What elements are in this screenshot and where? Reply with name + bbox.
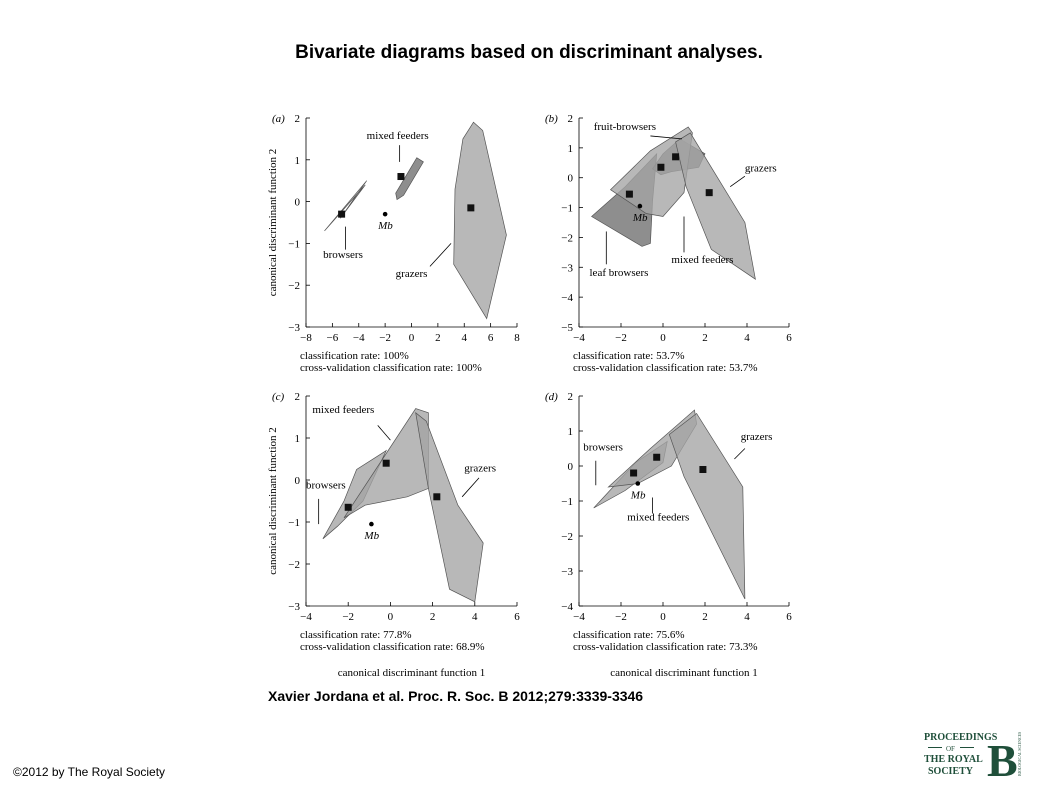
panel-a-x-tick-label: −4: [352, 332, 365, 344]
panel-b-x-tick-label: −4: [573, 332, 585, 344]
logo-line-2: OF: [946, 745, 955, 753]
panel-b-y-tick-label: −1: [561, 202, 573, 215]
panel-d-rate-1: classification rate: 75.6%: [573, 629, 685, 641]
panel-d-x-tick-label: 6: [786, 611, 792, 623]
panel-c-y-label: canonical discriminant function 2: [267, 427, 279, 575]
panel-d-x-tick-label: −4: [573, 611, 585, 623]
panel-a-letter: (a): [272, 113, 285, 125]
panel-a-y-tick-label: −1: [288, 238, 300, 251]
panel-c-y-tick-label: −2: [288, 559, 300, 571]
panel-a-y-tick-label: −3: [288, 322, 300, 334]
panel-d-rate-2: cross-validation classification rate: 73.3%: [573, 641, 758, 653]
panel-b-label-leaf-browsers: leaf browsers: [589, 267, 649, 280]
panel-c-rate-1: classification rate: 77.8%: [300, 629, 412, 641]
panel-c-y-tick-label: 2: [294, 391, 300, 403]
panel-c-mb-point: [369, 522, 374, 527]
panel-d: [545, 391, 792, 679]
panel-a-centroid-mixed-feeders: [397, 173, 404, 180]
panel-d-y-tick-label: −1: [561, 496, 573, 508]
panel-a-x-tick-label: −6: [326, 332, 339, 344]
panel-a-mb-label: Mb: [378, 220, 393, 233]
panel-c-x-tick-label: 6: [514, 611, 520, 623]
panel-a-centroid-grazers: [467, 204, 474, 211]
panel-b-centroid-leaf-browsers: [626, 191, 633, 198]
panel-a-hull-browsers: [325, 181, 367, 231]
panel-d-x-tick-label: 4: [744, 611, 750, 623]
panel-d-label-browsers: browsers: [583, 441, 623, 454]
panel-d-mb-label: Mb: [630, 489, 646, 502]
panel-c-x-tick-label: −2: [342, 611, 355, 623]
panel-d-x-tick-label: −2: [615, 611, 627, 623]
panel-c-centroid-browsers: [345, 504, 352, 511]
panel-a-mb-point: [383, 212, 388, 217]
panel-d-centroid-browsers: [630, 470, 637, 477]
panel-c-y-tick-label: −1: [288, 517, 300, 529]
panel-b-y-tick-label: −5: [561, 322, 573, 334]
panel-b-centroid-fruit-browsers: [672, 153, 679, 160]
panel-c-letter: (c): [272, 391, 285, 403]
logo-line-1: PROCEEDINGS: [924, 732, 998, 743]
panel-d-label-grazers: grazers: [740, 430, 773, 443]
panel-a-x-tick-label: 0: [408, 332, 415, 344]
panel-a-rate-2: cross-validation classification rate: 100%: [300, 362, 482, 374]
panel-b-rate-2: cross-validation classification rate: 53.7%: [573, 362, 758, 374]
panel-b: [545, 113, 792, 374]
copyright: ©2012 by The Royal Society: [13, 765, 166, 779]
panel-b-centroid-grazers: [706, 189, 713, 196]
panel-a-y-tick-label: 0: [294, 196, 300, 209]
panel-a-x-tick-label: 4: [461, 332, 467, 344]
logo-line-4: SOCIETY: [928, 766, 974, 777]
panel-a-label-grazers: grazers: [395, 267, 428, 280]
figure-title: Bivariate diagrams based on discriminant analyses.: [295, 42, 763, 63]
panel-a-leader-grazers: [430, 243, 451, 266]
panel-d-y-tick-label: 2: [567, 391, 573, 403]
panel-b-letter: (b): [545, 113, 558, 125]
panel-c-y-tick-label: 0: [294, 475, 300, 487]
logo-rule-right: [960, 747, 974, 748]
panel-d-x-label: canonical discriminant function 1: [610, 667, 758, 679]
panel-a-y-tick-label: 2: [294, 113, 300, 125]
panel-c-y-tick-label: 1: [294, 433, 300, 445]
panel-c: [267, 391, 520, 679]
panel-c-label-grazers: grazers: [464, 462, 497, 475]
panel-b-x-tick-label: 6: [786, 332, 792, 344]
logo-line-3: THE ROYAL: [924, 754, 983, 765]
panel-d-hull-grazers: [669, 414, 745, 600]
panel-b-y-tick-label: −3: [561, 262, 573, 275]
panel-b-mb-point: [638, 204, 643, 209]
logo-side-text: BIOLOGICAL SCIENCES: [1017, 731, 1022, 776]
panel-a-centroid-browsers: [338, 211, 345, 218]
panel-c-centroid-grazers: [433, 493, 440, 500]
panel-b-y-tick-label: −4: [561, 292, 573, 305]
panel-a: [267, 113, 520, 374]
panel-a-x-tick-label: 6: [487, 332, 494, 344]
panel-a-y-tick-label: −2: [288, 280, 300, 293]
panel-b-x-tick-label: 4: [744, 332, 750, 344]
panel-c-leader-mixed-feeders: [378, 425, 391, 440]
panel-a-hull-grazers: [454, 122, 507, 318]
panel-a-x-tick-label: −8: [300, 332, 312, 344]
panel-a-label-browsers: browsers: [323, 249, 363, 262]
panel-b-x-tick-label: 0: [660, 332, 666, 344]
panel-d-y-tick-label: −2: [561, 531, 573, 543]
panel-d-y-tick-label: 0: [567, 461, 573, 473]
panel-d-mb-point: [636, 481, 641, 486]
panel-c-x-tick-label: 2: [429, 611, 436, 623]
panel-c-x-tick-label: 0: [387, 611, 394, 623]
panel-c-centroid-mixed-feeders: [383, 460, 390, 467]
panel-d-y-tick-label: 1: [567, 426, 573, 438]
panel-c-hull-grazers: [416, 413, 484, 602]
panel-d-x-tick-label: 0: [660, 611, 666, 623]
panel-c-label-mixed-feeders: mixed feeders: [312, 403, 375, 416]
panel-c-rate-2: cross-validation classification rate: 68.9%: [300, 641, 485, 653]
panel-a-rate-1: classification rate: 100%: [300, 350, 409, 362]
panel-a-x-tick-label: 2: [435, 332, 441, 344]
logo-rule-left: [928, 747, 942, 748]
panel-b-centroid-mixed-feeders: [657, 164, 664, 171]
panel-a-y-tick-label: 1: [294, 154, 300, 167]
panel-d-y-tick-label: −4: [561, 601, 573, 613]
panel-b-rate-1: classification rate: 53.7%: [573, 350, 685, 362]
panel-b-y-tick-label: 1: [567, 142, 573, 155]
panel-b-leader-grazers: [730, 176, 745, 186]
panel-c-label-browsers: browsers: [306, 479, 346, 492]
panel-a-label-mixed-feeders: mixed feeders: [366, 129, 429, 142]
panel-b-y-tick-label: 0: [567, 172, 573, 185]
panel-b-label-fruit-browsers: fruit-browsers: [593, 120, 657, 133]
panel-b-label-grazers: grazers: [744, 162, 777, 175]
panel-c-y-tick-label: −3: [288, 601, 300, 613]
citation: Xavier Jordana et al. Proc. R. Soc. B 2012;279:3339-3346: [268, 688, 644, 704]
panel-c-leader-grazers: [462, 478, 479, 497]
panel-c-x-label: canonical discriminant function 1: [337, 667, 486, 679]
panel-b-mb-label: Mb: [632, 212, 648, 225]
panel-d-letter: (d): [545, 391, 558, 403]
panel-b-y-tick-label: −2: [561, 232, 573, 245]
panel-d-centroid-mixed-feeders: [653, 454, 660, 461]
panel-c-x-tick-label: −4: [300, 611, 312, 623]
journal-logo: [924, 730, 1024, 780]
panel-c-mb-label: Mb: [364, 530, 380, 543]
panel-d-y-tick-label: −3: [561, 566, 573, 578]
panel-b-x-tick-label: −2: [615, 332, 627, 344]
panel-d-label-mixed-feeders: mixed feeders: [627, 511, 690, 524]
panel-d-leader-grazers: [734, 449, 745, 460]
panel-d-x-tick-label: 2: [702, 611, 708, 623]
logo-letter: B: [987, 735, 1018, 780]
panel-d-centroid-grazers: [699, 466, 706, 473]
panel-c-x-tick-label: 4: [472, 611, 478, 623]
panel-b-y-tick-label: 2: [567, 113, 573, 125]
panel-a-x-tick-label: −2: [379, 332, 391, 344]
panel-a-y-label: canonical discriminant function 2: [267, 148, 279, 297]
panel-b-label-mixed-feeders: mixed feeders: [671, 253, 734, 266]
panel-a-x-tick-label: 8: [514, 332, 520, 344]
panel-b-x-tick-label: 2: [702, 332, 708, 344]
